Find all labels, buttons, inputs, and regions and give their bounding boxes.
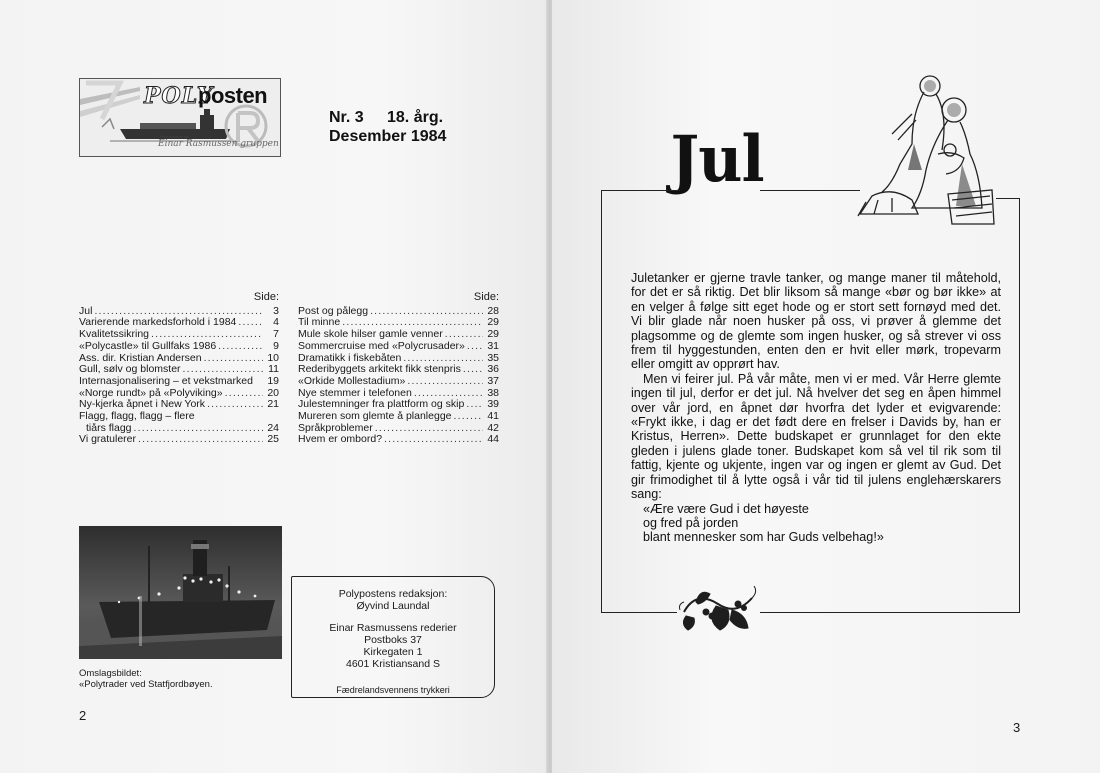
toc-item: «Polycastle» til Gullfaks 1986 ..... 9 — [79, 341, 279, 353]
frame-line — [602, 190, 680, 191]
editorial-street: Kirkegaten 1 — [363, 646, 423, 658]
toc-header: Side: — [473, 291, 499, 303]
editorial-heading: Polypostens redaksjon: — [338, 588, 448, 600]
page-number-right: 3 — [1013, 720, 1021, 735]
left-page — [0, 0, 548, 773]
article-quote-line: og fred på jorden — [643, 515, 739, 530]
toc-left-column — [79, 292, 279, 446]
ship-photo-artwork — [79, 526, 282, 659]
issue-info — [329, 108, 446, 146]
toc-item: tiårs flagg ..... 24 — [79, 423, 279, 435]
nativity-illustration — [852, 74, 1000, 226]
caption-text: «Polytrader ved Statfjordbøyen. — [79, 679, 213, 690]
logo-posten-text: posten — [198, 83, 268, 108]
toc-item: Mureren som glemte å planlegge ..... 41 — [298, 411, 499, 423]
cover-photo — [79, 526, 282, 659]
toc-item: Ny-kjerka åpnet i New York ..... 21 — [79, 399, 279, 411]
caption-label: Omslagsbildet: — [79, 668, 142, 679]
toc-item: Flagg, flagg, flagg – flere — [79, 411, 195, 423]
cover-caption — [79, 668, 213, 690]
frame-line — [760, 612, 1020, 613]
toc-item: Gull, sølv og blomster ..... 11 — [79, 364, 279, 376]
toc-header: Side: — [253, 291, 279, 303]
toc-item: Varierende markedsforhold i 1984 ..... 4 — [79, 317, 279, 329]
toc-item: Kvalitetssikring ..... 7 — [79, 329, 279, 341]
issue-number: Nr. 3 — [329, 109, 364, 126]
toc-item: Internasjonalisering – et vekstmarked 19 — [79, 375, 279, 387]
toc-item: Til minne ..... 29 — [298, 317, 499, 329]
editorial-box — [291, 576, 495, 698]
article-paragraph: Juletanker er gjerne travle tanker, og mange maner til måtehold, for det er så riktig. Det blir liksom så mange «bør og bør ikke» at en velger å følge sitt eget hode og er stort sett fornøyd med det. Vi blir glade når noen husker på oss, vi prøver å glemme det plagsomme og de glemte som ingen husker, og så strever vi oss frem til hyggestunden, enten den er hvit eller mørk, tropevarm eller omgitt av opprørt hav. — [631, 271, 1001, 372]
logo-subtitle-small: Personalavis for: — [160, 134, 190, 139]
toc-item: Mule skole hilser gamle venner ..... 29 — [298, 329, 499, 341]
toc-item: Post og pålegg ..... 28 — [298, 306, 499, 318]
article-quote-line: blant mennesker som har Guds velbehag!» — [643, 530, 884, 545]
page-number-left: 2 — [79, 708, 87, 723]
toc-item: Språkproblemer ..... 42 — [298, 423, 499, 435]
toc-item: Julestemninger fra plattform og skip ..... 39 — [298, 399, 499, 411]
toc-item: Hvem er ombord? ..... 44 — [298, 434, 499, 446]
issue-date: Desember 1984 — [329, 128, 447, 145]
frame-line — [1019, 198, 1020, 612]
toc-item: «Orkide Mollestadium» ..... 37 — [298, 376, 499, 388]
frame-line — [601, 612, 677, 613]
logo-subtitle: Einar Rasmussen gruppen — [158, 139, 279, 149]
logo-poly-text: POLY — [144, 83, 214, 109]
polyposten-logo — [79, 78, 281, 157]
toc-item: «Norge rundt» på «Polyviking» ..... 20 — [79, 388, 279, 400]
article-title: Jul — [670, 122, 764, 197]
editorial-box-address: Postboks 37 — [364, 634, 422, 646]
frame-line — [601, 190, 602, 612]
editorial-printer: Fædrelandsvennens trykkeri — [336, 685, 450, 695]
article-body — [631, 271, 1001, 545]
article-paragraph: Men vi feirer jul. På vår måte, men vi er med. Vår Herre glemte ingen til jul, derfor er det jul. Nå hvelver det seg en åpen himmel over vår jord, en åpnet dør hvorfra det lyder et evigvarende: «Frykt ikke, i dag er det født dere en frelser i Davids by, han er Kristus, Herren». Dette budskapet er grunnlaget for den ekte gleden i julens glade toner. Budskapet kom så vel til rik som til fattig, kjente og ukjente, ingen var og ingen er glemt av Gud. Det gir frimodighet til å lytte også i vår tid til julens englehærskarers sang: — [631, 371, 1001, 502]
toc-item: Nye stemmer i telefonen ..... 38 — [298, 388, 499, 400]
toc-item: Ass. dir. Kristian Andersen ..... 10 — [79, 353, 279, 365]
toc-right-column — [298, 292, 499, 446]
frame-line — [760, 190, 860, 191]
editorial-company: Einar Rasmussens rederier — [329, 622, 457, 634]
toc-item: Vi gratulerer ..... 25 — [79, 434, 279, 446]
issue-year: 18. årg. — [387, 109, 444, 126]
toc-item: Rederibyggets arkitekt fikk stenpris ..... 36 — [298, 364, 499, 376]
toc-item: Jul ..... 3 — [79, 306, 279, 318]
holly-ornament — [676, 580, 760, 636]
toc-item: Sommercruise med «Polycrusader» ..... 31 — [298, 341, 499, 353]
editorial-editor: Øyvind Laundal — [356, 600, 430, 612]
article-quote-line: «Ære være Gud i det høyeste — [643, 501, 809, 516]
toc-item: Dramatikk i fiskebåten ..... 35 — [298, 353, 499, 365]
editorial-city: 4601 Kristiansand S — [346, 658, 440, 670]
